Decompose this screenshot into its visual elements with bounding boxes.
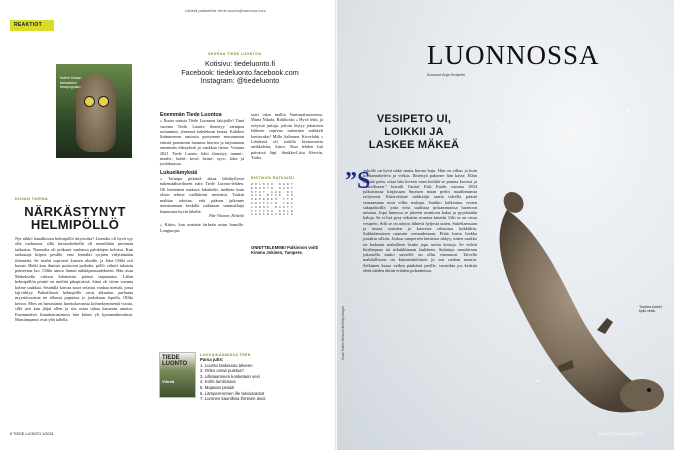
issue-item: 5. Majavan pesää xyxy=(200,384,234,390)
winner-notice: ONNITTELEMME! Palkinnon voitti Kimmo Jokinen, Tampere. xyxy=(251,245,319,256)
issue-item: 7. Lumnen kaunikisa ihmisen aivoi xyxy=(200,396,266,402)
section-credit: Koonnut Anja Kivipelto xyxy=(427,73,465,77)
cover-tag: Vihreä xyxy=(162,379,175,384)
page-folio-left: 6 TIEDE LUONTO 1/2021 xyxy=(10,432,54,436)
letter-text: » Tarinipa pitkästä aikaa lehtihyllyssä nakemäähitvihteen näin Tiede Luonto-lehden. Oli hienoinen makava lukuhetki, melkein kuin olisin tehnyt vaellukesn metsässä. Tuskin malttaa odottaa, että pääsen jatkonne innostumaan keskilla tutkinaan sammallaija kaunesuta hyvin läheltä. xyxy=(160,176,244,214)
facebook-link[interactable]: Facebook: tiedeluonto.facebook.com xyxy=(181,67,299,77)
issue-label: Parsa jutts: xyxy=(200,357,224,362)
snow-flake xyxy=(497,120,499,122)
issue-box xyxy=(200,353,330,402)
headline-line: VESIPETO UI, xyxy=(376,113,452,125)
owl-eye-left xyxy=(84,96,95,107)
letter-signature: Pike Viitanen, Helsinki xyxy=(209,213,244,218)
feature-headline xyxy=(367,113,461,151)
otter-caption: Tuohea tunkei kylki veltä. xyxy=(639,305,662,314)
story-headline xyxy=(15,205,135,231)
feedback-line: Lähetä palautetta: tiede.luonto@sanoma.com xyxy=(185,8,266,13)
issue-item: 3. Lilkaaaminen kosketaan vesi xyxy=(200,373,260,379)
snow-flake xyxy=(607,250,609,252)
cover-logo: TIEDE LUONTO xyxy=(162,355,188,367)
section-tag: REAKTIOT xyxy=(10,20,54,31)
crossword-grid: H O L K K O K A R T E N K O T O S A R T S T A T A U E K I A V U M T T P I S K E P E R E S T T A A R T T I L A Y E I L A N S I M A A T T Y T T I S A K O L E V A S I R A I N I T A xyxy=(251,183,294,217)
owl-photo xyxy=(56,64,132,158)
section-title: LUONNOSSA xyxy=(427,40,600,70)
headline-line: HELMIPÖLLÖ xyxy=(30,217,120,232)
contact-eyebrow: SEURAA TIEDE LUONTOA xyxy=(208,52,262,56)
headline-line: NÄRKÄSTYNYT xyxy=(24,204,126,219)
quote-mark-icon: ”S xyxy=(345,168,371,194)
contact-block xyxy=(160,60,320,86)
issue-item: 6. Lämpenrennen ille talvivarastot xyxy=(200,390,265,396)
letters-column-1 xyxy=(160,112,244,233)
homepage-link[interactable]: Kotisivu: tiedeluonto.fi xyxy=(205,59,275,68)
subhead: Enemmän Tiede Luontoa xyxy=(160,112,222,118)
letter-text: » Ilonia uutisia Tiede Luonnon lukijoille! Tänä vuonna Tiede Luonto ilmestyy aiempaa useammin, yhteensä kahdeksan kertaa. Kahdesi lisänumeron ansiosta pystymme seuraamaan entistä paremmin luonnon kiertoa ja tarjoamaan enemmän elämyksiä ja vankkaa tietoa. Vuonna 2021 Tiede Luonto lehti ilmestyy tammi-, maalis-, huhti-, kesä-, heinä-, syys-, loka- ja joulukuussa. xyxy=(160,118,244,167)
otter-eye xyxy=(647,388,651,392)
owl-eye-right xyxy=(98,96,109,107)
issue-item: 1. Luonto laskeutuu talveen xyxy=(200,362,253,368)
letter-text: » Kiitos, kun nostatte tärkeän asian framille. Longinojsn xyxy=(160,222,244,233)
instagram-link[interactable]: Instagram: @tiedeluonto xyxy=(200,76,280,86)
issue-list xyxy=(200,363,330,402)
owl-caption: Noihin Kissan tarkastelun taraipoppaan xyxy=(60,76,82,89)
snow-flake xyxy=(567,160,569,162)
crossword-title: RISTIKON RATKAISU xyxy=(251,176,295,180)
otter-head xyxy=(620,379,664,411)
headline-line: LASKEE MÄKEÄ xyxy=(368,138,460,151)
story-text: Nyt räkkö kanalkuvan helmipöllö ärtyisoitta? Linnulta oli hyvä syy olla tuohtunut, sillä kuvaushetkellä oli menellään pesinnän tarkastus. Naaraalta oli poikaset vanhassa palokärjen kolossa. Kun tarkastaja kiipesi pesälle, emo lennähti syrjään viilyttämään tilannetta. Se istahti sopivasti kuusen oksalle, ja Juha Ollila otti kuvan. Hetki kun ihmiset poistuvat paikalta, pöllö viilutti takaisin penseensa luo. Ollila sanoo linnun näkkäpaisuudekseen. Hän asuu Mahoksella viitisen kilometrin päässä taajamasta. Lähin helmipöllön pönttö on meiltin pihapiirissä. Siinä oli viime vuonna kolme saukkaa. Seudulla kasvaa suuri sefaista vanhaa metsää, jossa lajiviihtyy. Paikallisesti helmipöllö oivat alkuaiaa: parhaina myyriävuosina ne alkavat puputtaa jo joulukuun lopulla. Ollila kertoo. Mies on harrastanut luontokuvausta kolmekymmentä vuotta, sillä aeti kun jäijat ollen ja siis ostaa rahaa kameran omaisa. Ensimmäiset linnuharrastinosa hän kiinni yli kymmenkesäässä. Maistimpanot ovat yhä tallella. xyxy=(15,236,133,323)
snow-flake xyxy=(627,110,629,112)
story-eyebrow: KUVAN TARINA xyxy=(15,197,49,201)
subhead: Lukuelämyksiä xyxy=(160,169,198,176)
issue-item: 4. Kohti lumirutuva xyxy=(200,379,236,385)
issue-item: 2. Onko omas puistsa? xyxy=(200,368,244,374)
right-page xyxy=(337,0,674,450)
page-folio-right: 1/2021 TIEDE LUONTO 7 xyxy=(598,432,642,436)
snow-flake xyxy=(537,380,539,382)
feature-text: aukolle on hyvä näkö mutta huono haju. Hän on vilkas ja kuin koekannitteleva ja viekas. Ilmestyä pakonee hän kasse. Eläin heittää paita, ottaa hän kiveen vaan kieltää se pumaa kovasti ja vaaralliseen." kuvaili Gustaf Erik Eurén vuonna 1854 julkaistussa kirjassaan Suomen maan pedot maalinnunsta erityisesti. Kärsiväisine tarkkaiijä saatta talvella päästä seuraamaan tuon villin touhuja. Saukko kulkeutuu vesien sulapaikoille, jotta voisi saalistaa polsammaissa luontoon uimaan. Jopa lumessa se jäiseen avantoon kalaa ja pyytämään kaloja. Se ei lisä pysy sekaisin avantoa äänettä. Silti se on oivaa vesipeto. Silti se on näytös lähtevä hyljestä taiten. Sukeltaessaan ja nistaa sormien ja kuoresia tahtosssa loikkiikin. Sukkulamaisen ruumiin vertaudestaan. Pitää lustia hiekka jostakin silloin. Joskus tampereen lamiessa näkyy, miten saukko on laskenut mahalleen lisuka jopa useita kertoja. Se viiletä hiirihepana tai nikukklaman laakkeen. Sulattuja muoderaan jokaisella sauko suveelle on ollut varmuosti. Talvella mahdollisuus on kimmenkiloinen ja sen rauhan maaria. Sellainen kussa vaikea pänkästä perille, varsinkin jos keskita eletä näiden ahtiin eräiden polaatteissa. xyxy=(363,168,477,273)
headline-line: LOIKKII JA xyxy=(384,125,444,138)
issue-title: LUKUAIKAAMISSA TEEN xyxy=(200,353,251,357)
otter-paw xyxy=(597,318,613,334)
letters-column-2: saisi ottaa mallia Vanismalsuomessa. Maria Nikula, Riihikoski » Hyvä lehti, ja erityisiä juttuja, joiloin löytyy jokaiseen lehkeen sopivan mittainen artikkeli luettavaksi! Mille Aaltonen, Kirvelahti » Lehdessä oli todella kiinnostavia artikkeleita, kiitos. Kun lehden luti päivässä läpi. Sinikka-Liisa Kievtin, Turku xyxy=(251,112,323,161)
otter-tail xyxy=(504,192,524,213)
magazine-cover xyxy=(159,352,196,398)
photo-credit: Kuva: Martin Meissnerin/Getty Images xyxy=(341,305,345,360)
